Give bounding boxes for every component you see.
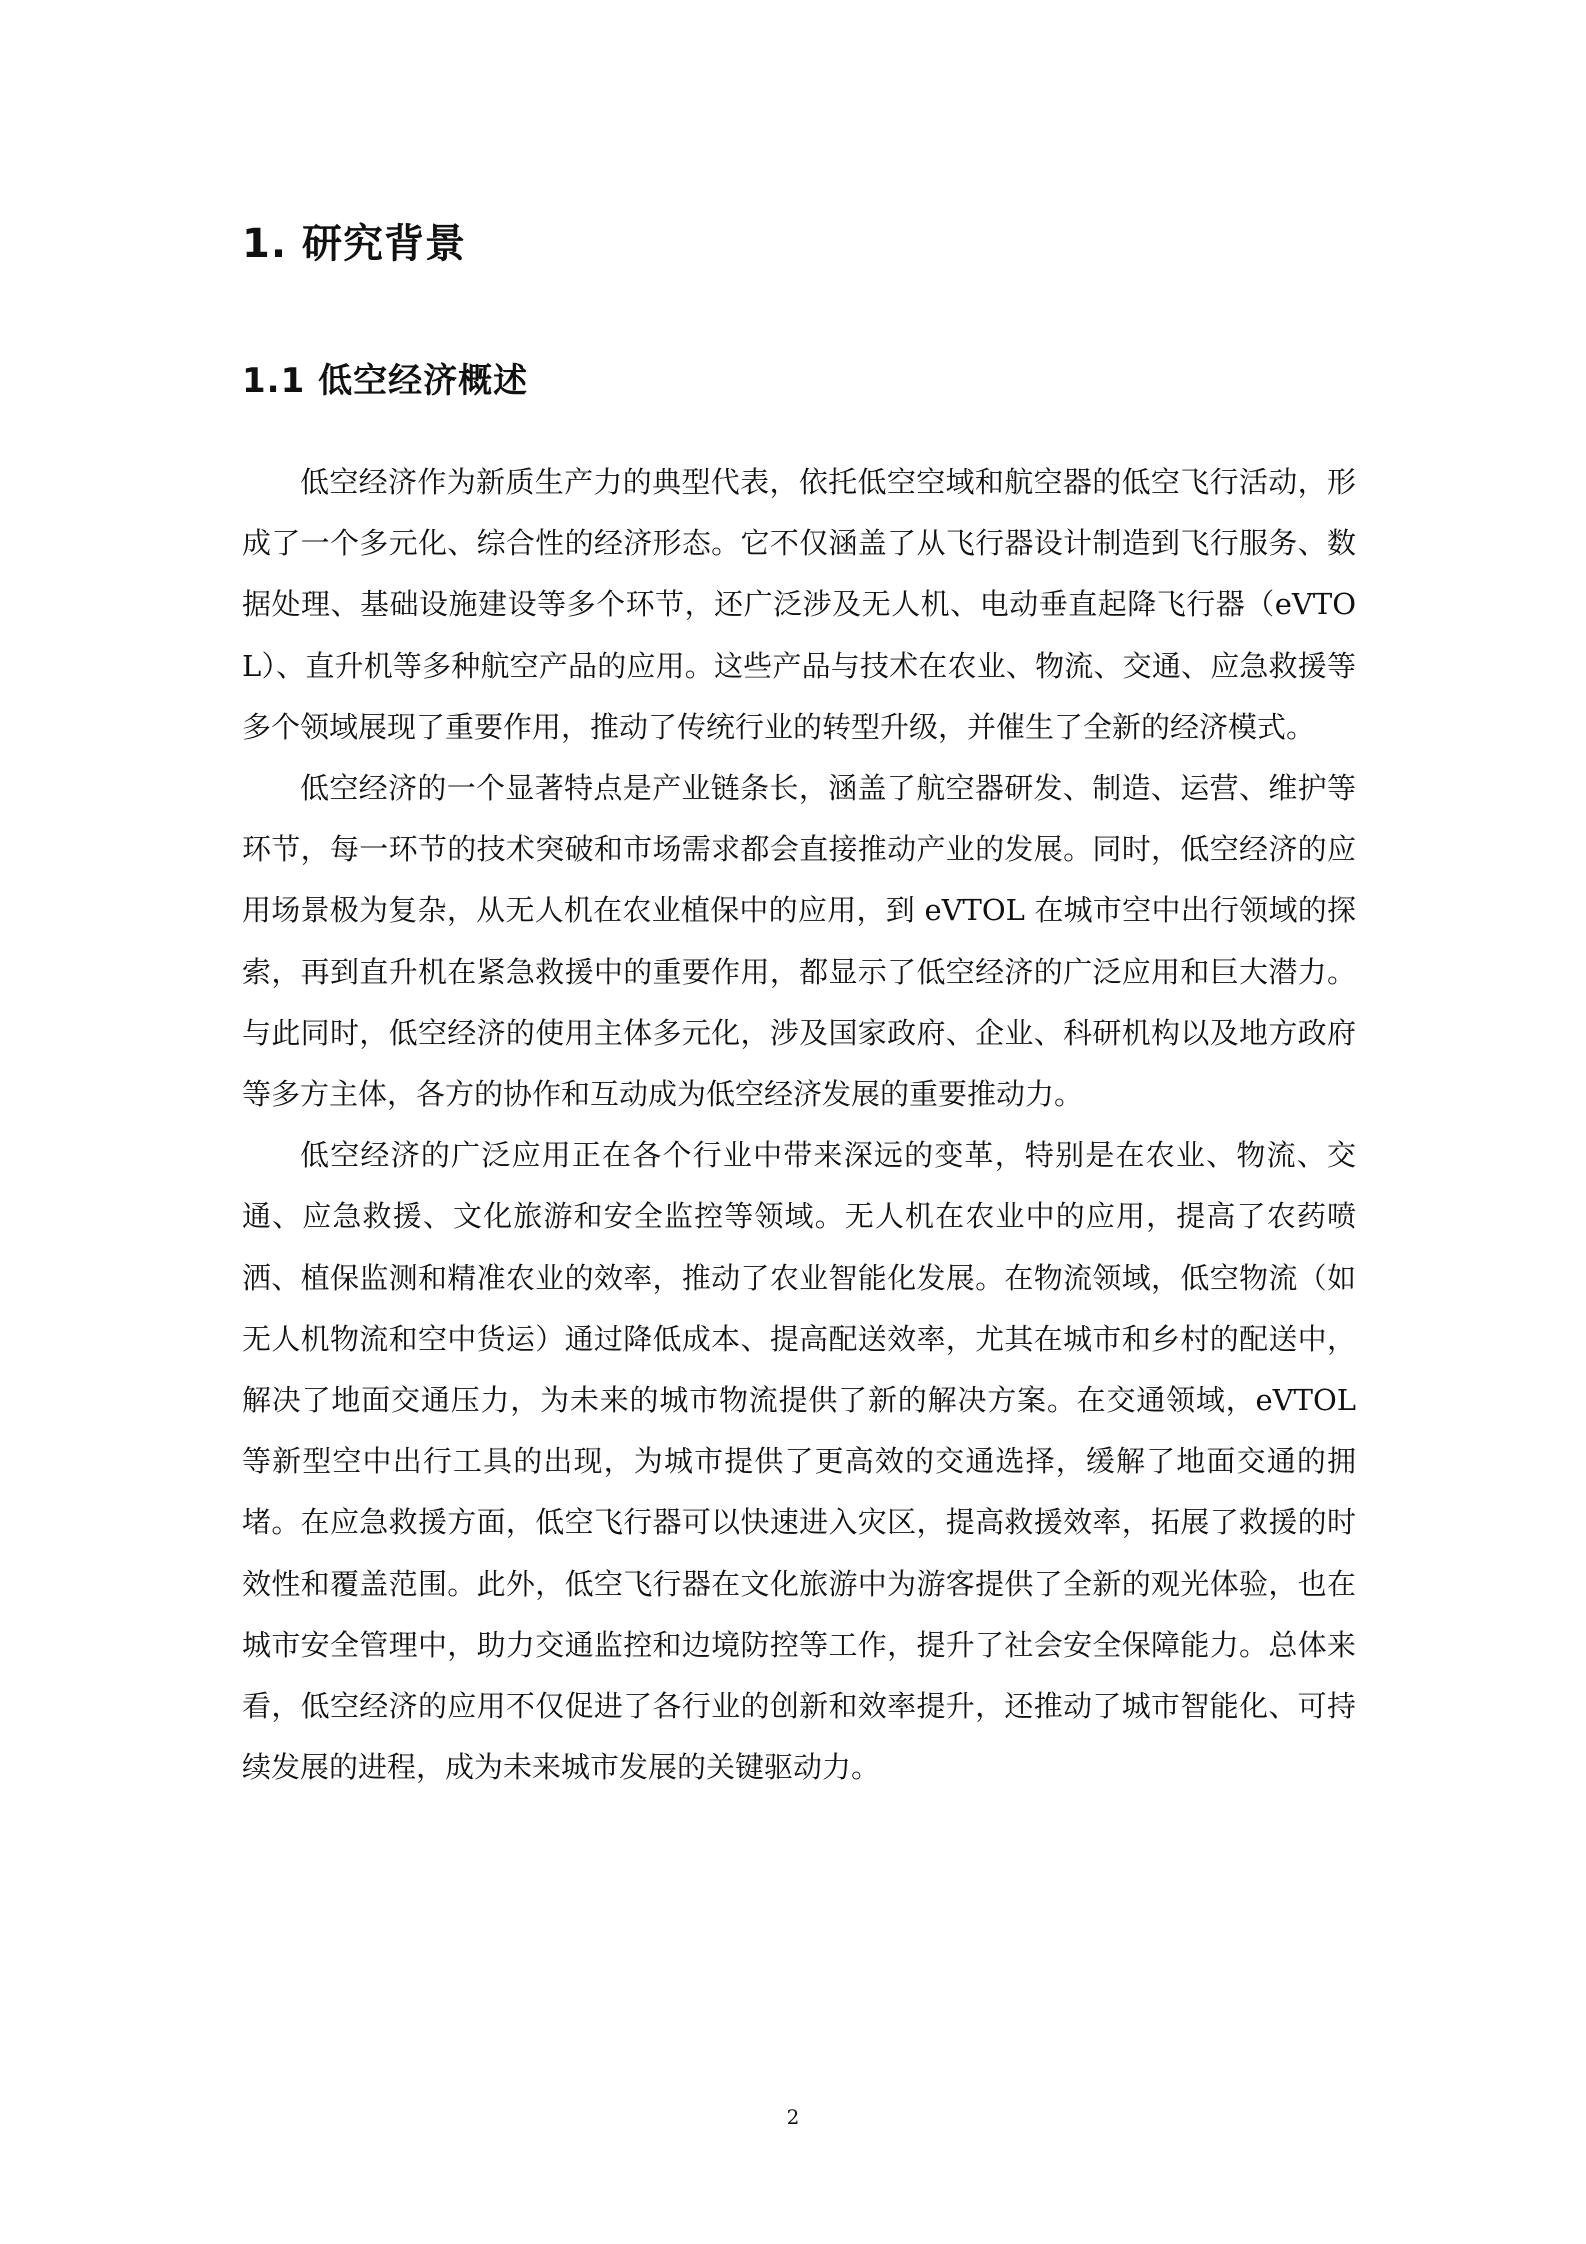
- subsection-heading: [242, 355, 528, 407]
- section-heading: [242, 214, 466, 274]
- subsection-title: 低空经济概述: [318, 361, 529, 401]
- body-text: [242, 452, 1356, 1798]
- paragraph: 低空经济的广泛应用正在各个行业中带来深远的变革，特别是在农业、物流、交通、应急救援、文化旅游和安全监控等领域。无人机在农业中的应用，提高了农药喷洒、植保监测和精准农业的效率，推动了农业智能化发展。在物流领域，低空物流（如无人机物流和空中货运）通过降低成本、提高配送效率，尤其在城市和乡村的配送中，解决了地面交通压力，为未来的城市物流提供了新的解决方案。在交通领域，eVTOL 等新型空中出行工具的出现，为城市提供了更高效的交通选择，缓解了地面交通的拥堵。在应急救援方面，低空飞行器可以快速进入灾区，提高救援效率，拓展了救援的时效性和覆盖范围。此外，低空飞行器在文化旅游中为游客提供了全新的观光体验，也在城市安全管理中，助力交通监控和边境防控等工作，提升了社会安全保障能力。总体来看，低空经济的应用不仅促进了各行业的创新和效率提升，还推动了城市智能化、可持续发展的进程，成为未来城市发展的关键驱动力。: [242, 1138, 1356, 1785]
- section-title: 研究背景: [301, 221, 466, 267]
- section-number: 1.: [242, 221, 288, 267]
- paragraph: 低空经济的一个显著特点是产业链条长，涵盖了航空器研发、制造、运营、维护等环节，每一环节的技术突破和市场需求都会直接推动产业的发展。同时，低空经济的应用场景极为复杂，从无人机在农业植保中的应用，到 eVTOL 在城市空中出行领域的探索，再到直升机在紧急救援中的重要作用，都显示了低空经济的广泛应用和巨大潜力。与此同时，低空经济的使用主体多元化，涉及国家政府、企业、科研机构以及地方政府等多方主体，各方的协作和互动成为低空经济发展的重要推动力。: [242, 771, 1356, 1112]
- subsection-number: 1.1: [242, 361, 306, 401]
- paragraph: 低空经济作为新质生产力的典型代表，依托低空空域和航空器的低空飞行活动，形成了一个多元化、综合性的经济形态。它不仅涵盖了从飞行器设计制造到飞行服务、数据处理、基础设施建设等多个环节，还广泛涉及无人机、电动垂直起降飞行器（eVTOL）、直升机等多种航空产品的应用。这些产品与技术在农业、物流、交通、应急救援等多个领域展现了重要作用，推动了传统行业的转型升级，并催生了全新的经济模式。: [242, 465, 1356, 744]
- page-number: 2: [786, 2105, 800, 2129]
